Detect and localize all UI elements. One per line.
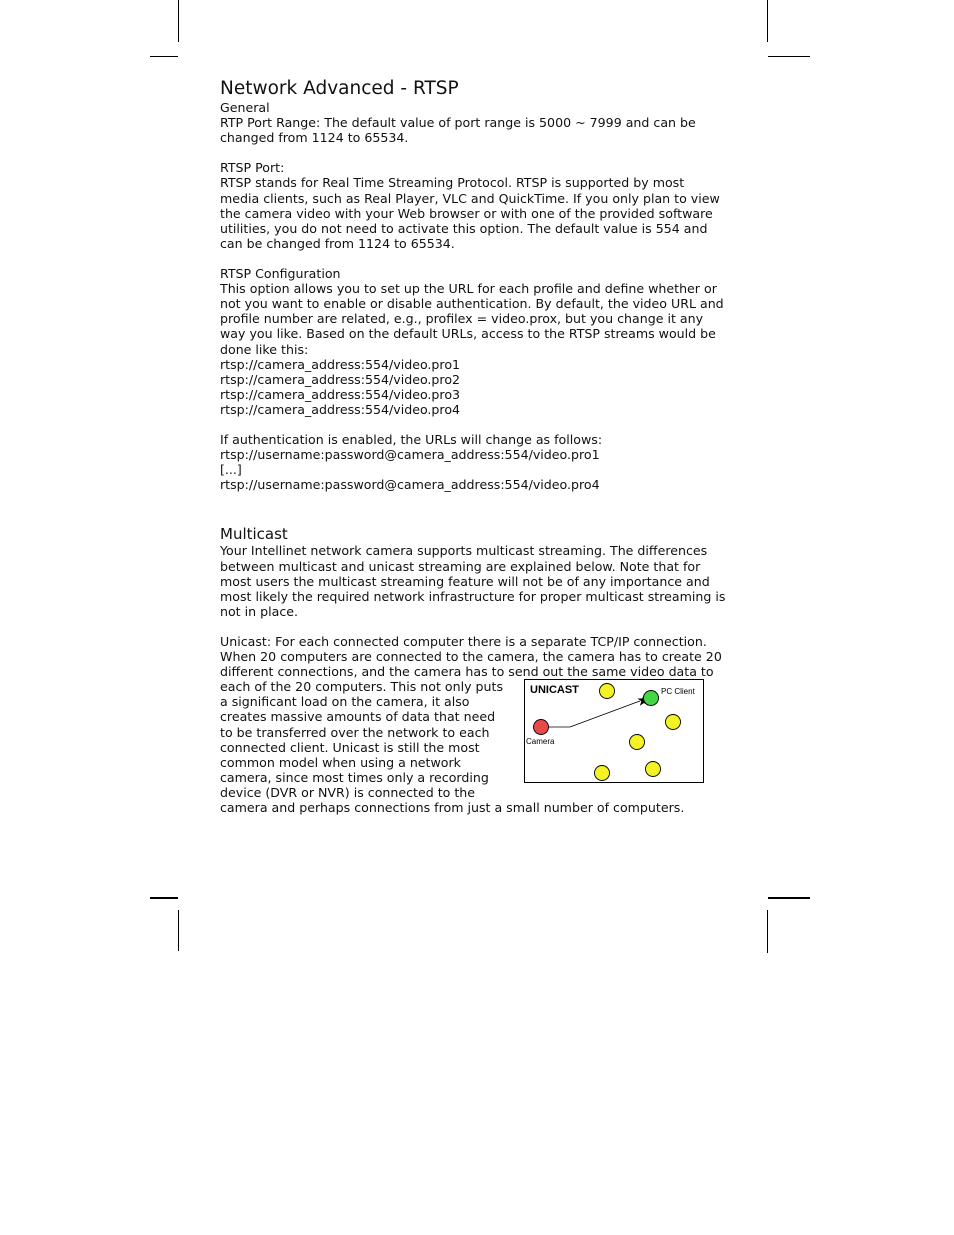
camera-node (534, 720, 549, 735)
client-node (630, 735, 645, 750)
client-node (595, 766, 610, 781)
rtsp-url: rtsp://camera_address:554/video.pro2 (220, 371, 461, 387)
crop-mark-top-left-vertical (178, 0, 179, 42)
rtsp-config-text-line: profile number are related, e.g., profilex = video.prox, but you change it any (220, 311, 704, 327)
rtsp-auth-url: rtsp://username:password@camera_address:554/video.pro4 (220, 477, 600, 493)
unicast-paragraph (220, 634, 730, 815)
rtsp-config-text-line: way you like. Based on the default URLs, access to the RTSP streams would be (220, 326, 716, 342)
rtsp-url: rtsp://camera_address:554/video.pro1 (220, 356, 461, 372)
rtsp-url: rtsp://camera_address:554/video.pro3 (220, 386, 461, 402)
unicast-text-line: device (DVR or NVR) is connected to the (220, 784, 476, 800)
crop-mark-top-right-vertical (767, 0, 768, 42)
pc-client-node (644, 691, 659, 706)
rtsp-port-text-line: media clients, such as Real Player, VLC and QuickTime. If you only plan to view (220, 190, 720, 206)
rtsp-auth-url: [...] (220, 462, 242, 478)
unicast-diagram (524, 679, 704, 783)
unicast-text-line: When 20 computers are connected to the camera, the camera has to create 20 (220, 649, 722, 665)
rtsp-port-text-line: can be changed from 1124 to 65534. (220, 235, 455, 251)
diagram-client-label: PC Client (661, 687, 695, 697)
general-heading: General (220, 100, 270, 115)
multicast-text-line: between multicast and unicast streaming are explained below. Note that for (220, 558, 701, 574)
diagram-link-line (570, 701, 640, 727)
unicast-wrap-area (220, 679, 730, 800)
rtsp-port-text-line: RTSP stands for Real Time Streaming Protocol. RTSP is supported by most (220, 175, 685, 191)
rtsp-config-section (220, 266, 730, 417)
rtsp-port-text-line: utilities, you do not need to activate this option. The default value is 554 and (220, 220, 708, 236)
diagram-camera-label: Camera (526, 737, 555, 747)
unicast-text-line: different connections, and the camera has to send out the same video data to (220, 664, 714, 680)
rtsp-config-heading: RTSP Configuration (220, 266, 341, 282)
crop-mark-top-right-horizontal (768, 56, 810, 57)
rtsp-config-text-line: not you want to enable or disable authentication. By default, the video URL and (220, 296, 724, 312)
page-content (220, 78, 730, 815)
unicast-text-line: creates massive amounts of data that need (220, 709, 496, 725)
crop-mark-bottom-right-horizontal (768, 897, 810, 899)
general-text-line: RTP Port Range: The default value of port range is 5000 ~ 7999 and can be (220, 115, 696, 131)
diagram-title: UNICAST (530, 684, 579, 697)
rtsp-auth-intro: If authentication is enabled, the URLs will change as follows: (220, 432, 603, 448)
multicast-text-line: most users the multicast streaming feature will not be of any importance and (220, 573, 710, 589)
unicast-text-line: connected client. Unicast is still the most (220, 739, 480, 755)
multicast-text-line: most likely the required network infrastructure for proper multicast streaming is (220, 588, 726, 604)
multicast-text-line: not in place. (220, 603, 298, 619)
crop-mark-bottom-right-vertical (767, 910, 768, 953)
unicast-text-line: camera and perhaps connections from just a small number of computers. (220, 800, 685, 816)
unicast-text-line: common model when using a network (220, 754, 461, 770)
crop-mark-bottom-left-horizontal (150, 897, 178, 899)
unicast-diagram-svg (524, 679, 704, 783)
client-node (600, 684, 615, 699)
rtsp-port-heading: RTSP Port: (220, 160, 285, 176)
rtsp-port-section (220, 160, 730, 251)
unicast-text-line: Unicast: For each connected computer there is a separate TCP/IP connection. (220, 634, 707, 649)
unicast-text-line: camera, since most times only a recording (220, 769, 489, 785)
crop-mark-bottom-left-vertical (178, 910, 179, 951)
crop-mark-top-left-horizontal (150, 56, 178, 57)
rtsp-config-text-line: This option allows you to set up the URL for each profile and define whether or (220, 281, 717, 297)
rtsp-auth-url: rtsp://username:password@camera_address:554/video.pro1 (220, 447, 600, 463)
rtsp-auth-section (220, 432, 730, 492)
client-node (646, 762, 661, 777)
general-section (220, 100, 730, 145)
rtsp-port-text-line: the camera video with your Web browser or with one of the provided software (220, 205, 713, 221)
general-text-line: changed from 1124 to 65534. (220, 130, 409, 146)
page-title: Network Advanced - RTSP (220, 78, 459, 99)
unicast-text-line: a significant load on the camera, it also (220, 694, 470, 710)
unicast-text-line: to be transferred over the network to each (220, 724, 490, 740)
rtsp-url: rtsp://camera_address:554/video.pro4 (220, 401, 461, 417)
multicast-heading: Multicast (220, 525, 288, 544)
unicast-text-line: each of the 20 computers. This not only puts (220, 679, 504, 695)
multicast-text-line: Your Intellinet network camera supports multicast streaming. The differences (220, 543, 708, 559)
client-node (666, 715, 681, 730)
multicast-intro (220, 543, 730, 618)
rtsp-config-text-line: done like this: (220, 341, 309, 357)
